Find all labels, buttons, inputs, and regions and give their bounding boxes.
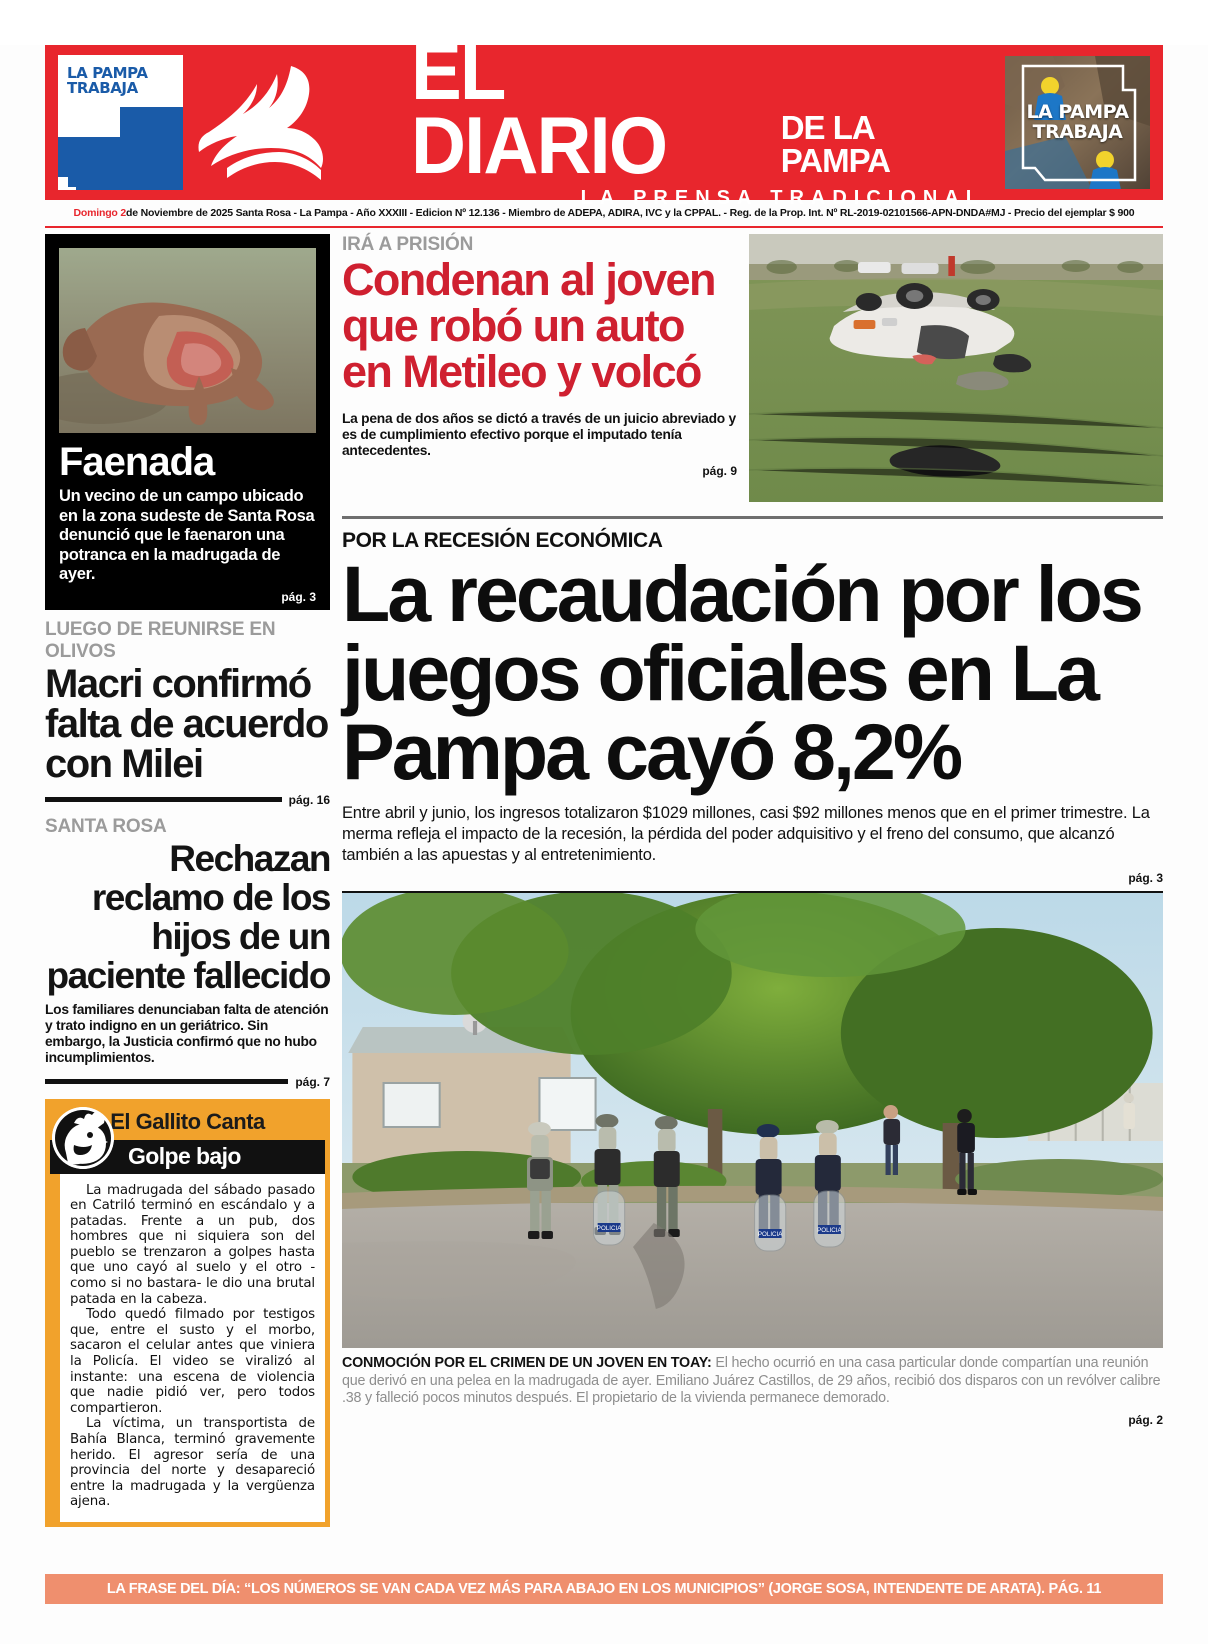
metileo-kicker: IRÁ A PRISIÓN xyxy=(342,234,474,255)
svg-text:POLICIA: POLICIA xyxy=(757,1231,783,1238)
main-page-ref[interactable]: pág. 3 xyxy=(1128,871,1163,885)
metileo-blurb: La pena de dos años se dictó a través de un juicio abreviado y es de cumplimiento efectivo porque el imputado tenía antecedentes. xyxy=(342,411,736,458)
gallito-paragraph: La madrugada del sábado pasado en Catriló terminó en escándalo y a patadas. Frente a un pub, dos hombres que ni siquiera son del pueblo se trenzaron a golpes hasta que uno cayó al suelo y el otro -como si no bastara- le dio una brutal patada en la cabeza. xyxy=(70,1182,315,1307)
metileo-text-block xyxy=(342,234,737,502)
svg-text:POLICIA: POLICIA xyxy=(596,1225,622,1232)
paper-title: EL DIARIO xyxy=(410,27,667,191)
rechazan-headline: Rechazan reclamo de los hijos de un paciente fallecido xyxy=(46,837,330,996)
dateline-date: Domingo 2 xyxy=(73,207,126,219)
svg-text:POLICIA: POLICIA xyxy=(817,1227,842,1234)
gallito-title: El Gallito Canta xyxy=(110,1108,265,1134)
caption-body: El hecho ocurrió en una casa particular donde compartían una reunión que derivó en una pelea en la madrugada de ayer. Emiliano Juárez Castillos, de 29 años, recibió dos disparos con un revólver calibre .38 y falleció pocos minutos después. El propietario de la vivienda permanece demorado. xyxy=(342,1355,1161,1406)
caption-lead-in: CONMOCIÓN POR EL CRIMEN DE UN JOVEN EN TOAY: xyxy=(342,1355,712,1371)
main-photo-caption xyxy=(342,1355,1163,1408)
rechazan-page-ref[interactable]: pág. 7 xyxy=(295,1074,330,1089)
gallito-paragraph: La víctima, un transportista de Bahía Blanca, terminó gravemente herido. El agresor sería de una provincia del norte y desapareció entre la madrugada y la vergüenza ajena. xyxy=(70,1416,315,1510)
article-macri[interactable] xyxy=(45,619,330,807)
left-column xyxy=(45,234,330,1509)
faenada-headline: Faenada xyxy=(59,440,215,484)
article-rechazan[interactable] xyxy=(45,816,330,1089)
faenada-photo xyxy=(59,248,316,433)
la-pampa-trabaja-logo xyxy=(58,55,183,190)
metileo-page-ref[interactable]: pág. 9 xyxy=(702,464,737,478)
metileo-headline: Condenan al joven que robó un auto en Metileo y volcó xyxy=(342,254,715,397)
paper-subtitle: DE LA PAMPA xyxy=(780,109,890,179)
article-main-story[interactable] xyxy=(342,525,1163,1427)
frase-del-dia-text: LA FRASE DEL DÍA: “LOS NÚMEROS SE VAN CADA VEZ MÁS PARA ABAJO EN LOS MUNICIPIOS” (JORGE SOSA, INTENDENTE DE ARATA). PÁG. 11 xyxy=(106,1581,1102,1597)
content-grid xyxy=(45,234,1163,1509)
rooster-icon xyxy=(52,1107,114,1169)
faenada-page-ref[interactable]: pág. 3 xyxy=(281,589,316,604)
main-kicker: POR LA RECESIÓN ECONÓMICA xyxy=(342,529,663,552)
section-divider xyxy=(342,516,1163,519)
divider-bar xyxy=(45,797,282,802)
column-el-gallito-canta[interactable] xyxy=(45,1099,330,1527)
macri-rule-row xyxy=(45,793,330,807)
caldenia-bird-logo-icon xyxy=(183,48,388,197)
ad-line-1: LA PAMPA xyxy=(1026,100,1129,123)
caption-page-ref[interactable]: pág. 2 xyxy=(1128,1412,1163,1427)
main-headline: La recaudación por los juegos oficiales en La Pampa cayó 8,2% xyxy=(342,549,1141,796)
macri-page-ref[interactable]: pág. 16 xyxy=(288,792,330,807)
la-pampa-trabaja-ad[interactable] xyxy=(1005,56,1150,189)
masthead-title-group xyxy=(388,27,1005,209)
metileo-photo xyxy=(749,234,1163,502)
rechazan-kicker: SANTA ROSA xyxy=(45,815,167,837)
faenada-blurb: Un vecino de un campo ubicado en la zona sudeste de Santa Rosa denunció que le faenaron una potranca en la madrugada de ayer. xyxy=(59,487,315,583)
article-faenada[interactable] xyxy=(45,234,330,610)
logo-text xyxy=(67,66,148,96)
newspaper-front-page xyxy=(0,27,1208,1644)
macri-kicker: LUEGO DE REUNIRSE EN OLIVOS xyxy=(45,618,276,662)
gallito-subtitle: Golpe bajo xyxy=(128,1143,241,1169)
la-pampa-province-shape-icon xyxy=(58,107,183,190)
divider-bar xyxy=(45,1079,288,1084)
masthead xyxy=(45,27,1163,209)
rechazan-blurb: Los familiares denunciaban falta de atención y trato indigno en un geriátrico. Sin embargo, la Justicia confirmó que no hubo incumplimientos. xyxy=(45,1001,329,1065)
macri-headline: Macri confirmó falta de acuerdo con Milei xyxy=(45,661,328,786)
gallito-body xyxy=(60,1174,325,1522)
article-metileo[interactable] xyxy=(342,234,1163,502)
ad-line-2: TRABAJA xyxy=(1032,120,1123,143)
gallito-paragraph: Todo quedó filmado por testigos que, entre el susto y el morbo, sacaron el celular antes que viniera la Policía. El video se viralizó al instante: una escena de violencia que nadie pidió ver, pero todos compartieron. xyxy=(70,1307,315,1416)
dateline-details: de Noviembre de 2025 Santa Rosa - La Pampa - Año XXXIII - Edicion Nº 12.136 - Miembro de ADEPA, ADIRA, IVC y la CPPAL. - Reg. de la Prop. Int. Nº RL-2019-02101566-APN-DNDA#MJ - Precio del ejemplar $ 900 xyxy=(126,207,1135,219)
paper-tagline: LA PRENSA TRADICIONAL xyxy=(580,187,985,209)
right-column xyxy=(342,234,1163,1509)
frase-del-dia-banner[interactable] xyxy=(45,1574,1163,1604)
logo-line-2: TRABAJA xyxy=(67,79,138,97)
logo-line-1: LA PAMPA xyxy=(67,64,148,82)
rechazan-rule-row xyxy=(45,1075,330,1089)
main-photo xyxy=(342,891,1163,1348)
ad-text xyxy=(1005,102,1150,142)
main-lead: Entre abril y junio, los ingresos totalizaron $1029 millones, casi $92 millones menos que en el primer trimestre. La merma refleja el impacto de la recesión, la pérdida del poder adquisitivo y el freno del consumo, que alcanzó también a las apuestas y al entretenimiento. xyxy=(342,804,1150,864)
